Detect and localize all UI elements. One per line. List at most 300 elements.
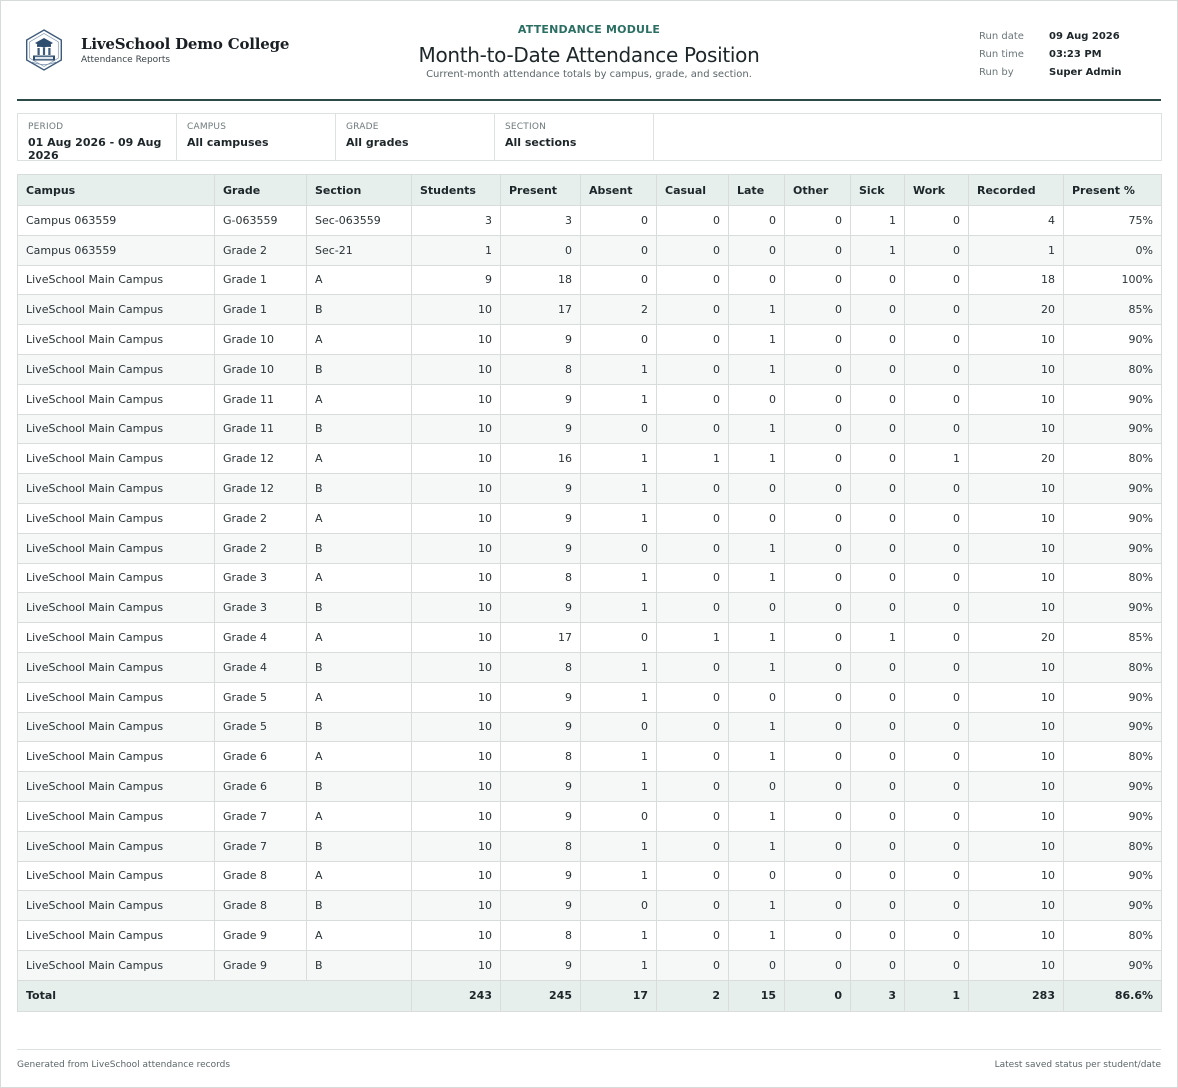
table-cell: 85%	[1064, 623, 1162, 653]
table-cell: 0	[785, 206, 851, 236]
table-cell: 10	[969, 921, 1064, 951]
table-cell: 10	[969, 354, 1064, 384]
table-cell: LiveSchool Main Campus	[18, 861, 215, 891]
total-cell: 86.6%	[1064, 980, 1162, 1011]
table-cell: LiveSchool Main Campus	[18, 384, 215, 414]
table-cell: 0	[729, 474, 785, 504]
filter-section	[495, 114, 654, 160]
column-header: Absent	[581, 175, 657, 206]
table-cell: 0	[785, 742, 851, 772]
table-cell: 0	[851, 503, 905, 533]
table-cell: LiveSchool Main Campus	[18, 593, 215, 623]
table-cell: 0	[851, 354, 905, 384]
table-cell: Grade 8	[215, 861, 307, 891]
table-cell: 1	[581, 682, 657, 712]
table-cell: 8	[501, 652, 581, 682]
table-cell: 0	[851, 414, 905, 444]
table-cell: Grade 2	[215, 235, 307, 265]
meta-label: Run date	[979, 30, 1024, 42]
table-cell: 1	[581, 742, 657, 772]
table-row	[18, 384, 1162, 414]
table-cell: 0	[905, 384, 969, 414]
table-row	[18, 325, 1162, 355]
table-cell: 1	[729, 414, 785, 444]
table-cell: 10	[969, 593, 1064, 623]
table-cell: 0	[785, 831, 851, 861]
table-cell: 0	[851, 325, 905, 355]
table-cell: 10	[969, 474, 1064, 504]
table-cell: 90%	[1064, 593, 1162, 623]
college-crest-icon	[23, 29, 65, 71]
table-cell: 0	[905, 652, 969, 682]
table-cell: 0	[581, 414, 657, 444]
table-cell: 10	[412, 384, 501, 414]
table-row	[18, 533, 1162, 563]
filter-label: GRADE	[346, 122, 379, 132]
table-cell: LiveSchool Main Campus	[18, 354, 215, 384]
total-cell: 283	[969, 980, 1064, 1011]
table-row	[18, 563, 1162, 593]
table-cell: Grade 10	[215, 325, 307, 355]
table-cell: 0	[657, 831, 729, 861]
table-cell: 10	[412, 474, 501, 504]
table-cell: 0	[851, 295, 905, 325]
table-cell: 0	[851, 563, 905, 593]
table-cell: 10	[969, 652, 1064, 682]
total-row	[18, 980, 1162, 1011]
table-cell: Grade 7	[215, 831, 307, 861]
table-cell: 0	[657, 235, 729, 265]
table-cell: 9	[501, 533, 581, 563]
table-cell: 90%	[1064, 325, 1162, 355]
table-cell: 0	[905, 354, 969, 384]
table-cell: 0	[581, 891, 657, 921]
table-cell: 10	[412, 623, 501, 653]
table-cell: 0	[729, 593, 785, 623]
table-cell: 0	[905, 206, 969, 236]
table-cell: 10	[969, 831, 1064, 861]
table-cell: Grade 4	[215, 623, 307, 653]
table-cell: 0	[581, 533, 657, 563]
table-cell: 10	[969, 384, 1064, 414]
table-cell: 10	[412, 831, 501, 861]
table-cell: 9	[501, 950, 581, 980]
table-cell: B	[307, 354, 412, 384]
table-cell: 1	[581, 950, 657, 980]
table-cell: 1	[729, 831, 785, 861]
table-cell: Grade 1	[215, 295, 307, 325]
table-cell: 10	[412, 503, 501, 533]
table-cell: Campus 063559	[18, 206, 215, 236]
table-cell: 10	[412, 295, 501, 325]
table-cell: Grade 12	[215, 444, 307, 474]
table-cell: Grade 11	[215, 414, 307, 444]
table-cell: A	[307, 801, 412, 831]
table-cell: 1	[657, 623, 729, 653]
table-cell: LiveSchool Main Campus	[18, 265, 215, 295]
filter-value: All campuses	[187, 136, 269, 149]
table-cell: 10	[412, 593, 501, 623]
table-cell: 0	[905, 742, 969, 772]
table-cell: LiveSchool Main Campus	[18, 891, 215, 921]
table-cell: 1	[729, 742, 785, 772]
table-cell: 80%	[1064, 444, 1162, 474]
table-cell: 0	[657, 295, 729, 325]
column-header: Students	[412, 175, 501, 206]
table-cell: 0	[657, 682, 729, 712]
table-cell: 0	[785, 295, 851, 325]
table-cell: 1	[905, 444, 969, 474]
table-cell: 18	[501, 265, 581, 295]
table-cell: 0	[657, 325, 729, 355]
table-cell: 0	[657, 503, 729, 533]
table-cell: 0	[729, 950, 785, 980]
total-label: Total	[18, 980, 412, 1011]
table-cell: 0	[581, 206, 657, 236]
college-name: LiveSchool Demo College	[81, 35, 290, 53]
brand-subtitle: Attendance Reports	[81, 55, 171, 65]
table-cell: B	[307, 474, 412, 504]
table-cell: 9	[501, 682, 581, 712]
table-cell: 0	[785, 384, 851, 414]
table-row	[18, 414, 1162, 444]
table-cell: 0	[851, 712, 905, 742]
table-cell: 0	[851, 474, 905, 504]
table-cell: 10	[969, 325, 1064, 355]
table-cell: 10	[969, 861, 1064, 891]
table-cell: 1	[729, 891, 785, 921]
table-cell: 0	[657, 593, 729, 623]
table-cell: 0	[785, 414, 851, 444]
total-cell: 17	[581, 980, 657, 1011]
table-row	[18, 474, 1162, 504]
table-cell: Grade 6	[215, 742, 307, 772]
table-cell: LiveSchool Main Campus	[18, 414, 215, 444]
table-cell: 1	[412, 235, 501, 265]
table-cell: 1	[729, 712, 785, 742]
table-cell: 1	[969, 235, 1064, 265]
table-body	[18, 206, 1162, 981]
table-cell: A	[307, 623, 412, 653]
table-cell: A	[307, 444, 412, 474]
table-cell: Grade 6	[215, 772, 307, 802]
table-cell: 0	[729, 384, 785, 414]
table-cell: 10	[412, 414, 501, 444]
table-cell: 9	[501, 325, 581, 355]
table-cell: 0	[657, 772, 729, 802]
table-cell: A	[307, 563, 412, 593]
table-cell: 0	[729, 235, 785, 265]
table-cell: 0	[785, 563, 851, 593]
report-footer	[17, 1049, 1161, 1070]
table-cell: Grade 12	[215, 474, 307, 504]
table-cell: A	[307, 682, 412, 712]
table-cell: 1	[581, 354, 657, 384]
table-cell: 8	[501, 921, 581, 951]
table-cell: 0	[905, 295, 969, 325]
table-cell: Grade 3	[215, 563, 307, 593]
table-cell: 90%	[1064, 414, 1162, 444]
meta-run-by	[979, 63, 1122, 81]
table-cell: 0	[851, 742, 905, 772]
table-cell: 0	[851, 533, 905, 563]
table-row	[18, 593, 1162, 623]
table-cell: 0	[905, 503, 969, 533]
table-row	[18, 623, 1162, 653]
table-cell: 0	[581, 265, 657, 295]
table-cell: 10	[412, 950, 501, 980]
table-cell: 0	[581, 801, 657, 831]
meta-label: Run time	[979, 48, 1024, 60]
table-cell: 0	[785, 474, 851, 504]
table-cell: 90%	[1064, 474, 1162, 504]
table-cell: B	[307, 712, 412, 742]
table-cell: 3	[501, 206, 581, 236]
footer-status-note: Latest saved status per student/date	[994, 1060, 1161, 1070]
table-cell: 0	[657, 265, 729, 295]
total-cell: 243	[412, 980, 501, 1011]
table-cell: LiveSchool Main Campus	[18, 503, 215, 533]
column-header: Present %	[1064, 175, 1162, 206]
table-cell: 0	[851, 652, 905, 682]
table-cell: Grade 9	[215, 921, 307, 951]
table-cell: 0	[905, 623, 969, 653]
table-cell: LiveSchool Main Campus	[18, 831, 215, 861]
table-cell: 2	[581, 295, 657, 325]
table-cell: 0	[851, 891, 905, 921]
table-cell: 10	[969, 503, 1064, 533]
table-cell: 0	[657, 861, 729, 891]
column-header: Work	[905, 175, 969, 206]
table-cell: B	[307, 414, 412, 444]
table-cell: LiveSchool Main Campus	[18, 474, 215, 504]
column-header: Recorded	[969, 175, 1064, 206]
table-cell: Grade 3	[215, 593, 307, 623]
table-row	[18, 742, 1162, 772]
table-cell: 10	[969, 712, 1064, 742]
table-row	[18, 772, 1162, 802]
table-cell: B	[307, 891, 412, 921]
table-cell: 90%	[1064, 712, 1162, 742]
table-cell: 90%	[1064, 384, 1162, 414]
table-cell: 0	[785, 533, 851, 563]
table-cell: 10	[969, 533, 1064, 563]
table-cell: 8	[501, 354, 581, 384]
total-cell: 2	[657, 980, 729, 1011]
table-cell: 0	[785, 712, 851, 742]
table-row	[18, 503, 1162, 533]
table-cell: 0	[905, 325, 969, 355]
table-cell: 20	[969, 295, 1064, 325]
table-cell: 0	[657, 354, 729, 384]
table-cell: 0	[851, 384, 905, 414]
table-row	[18, 206, 1162, 236]
table-cell: 10	[412, 444, 501, 474]
table-cell: 0	[581, 712, 657, 742]
meta-value: 03:23 PM	[1049, 48, 1102, 60]
report-heading	[357, 23, 821, 80]
table-cell: 0	[785, 503, 851, 533]
table-cell: 0	[729, 861, 785, 891]
table-cell: 0	[657, 563, 729, 593]
table-cell: 0%	[1064, 235, 1162, 265]
table-cell: 10	[412, 325, 501, 355]
table-cell: 20	[969, 444, 1064, 474]
table-cell: 0	[785, 265, 851, 295]
table-cell: 0	[905, 593, 969, 623]
table-cell: B	[307, 533, 412, 563]
table-cell: 9	[501, 384, 581, 414]
table-cell: B	[307, 593, 412, 623]
filter-label: SECTION	[505, 122, 547, 132]
table-cell: 0	[657, 801, 729, 831]
table-cell: 0	[905, 891, 969, 921]
table-cell: 0	[581, 235, 657, 265]
table-cell: 0	[785, 682, 851, 712]
filter-campus	[177, 114, 336, 160]
table-cell: 80%	[1064, 354, 1162, 384]
table-cell: 16	[501, 444, 581, 474]
table-cell: 0	[851, 682, 905, 712]
column-header: Other	[785, 175, 851, 206]
table-cell: Grade 2	[215, 533, 307, 563]
table-cell: LiveSchool Main Campus	[18, 444, 215, 474]
table-cell: 1	[581, 563, 657, 593]
table-cell: 0	[657, 474, 729, 504]
table-cell: 10	[412, 712, 501, 742]
table-cell: LiveSchool Main Campus	[18, 623, 215, 653]
filter-value: 01 Aug 2026 - 09 Aug 2026	[28, 136, 162, 162]
table-cell: 75%	[1064, 206, 1162, 236]
total-cell: 245	[501, 980, 581, 1011]
table-cell: B	[307, 831, 412, 861]
table-cell: Grade 10	[215, 354, 307, 384]
table-cell: 0	[657, 533, 729, 563]
table-cell: LiveSchool Main Campus	[18, 921, 215, 951]
table-cell: 0	[785, 623, 851, 653]
table-cell: 0	[581, 623, 657, 653]
table-cell: 1	[581, 474, 657, 504]
filter-label: CAMPUS	[187, 122, 227, 132]
table-cell: 1	[729, 563, 785, 593]
filter-label: PERIOD	[28, 122, 64, 132]
table-cell: 9	[501, 503, 581, 533]
table-cell: 0	[581, 325, 657, 355]
table-cell: 90%	[1064, 682, 1162, 712]
table-cell: 90%	[1064, 772, 1162, 802]
table-cell: 1	[581, 861, 657, 891]
table-cell: 9	[501, 474, 581, 504]
table-cell: 0	[785, 354, 851, 384]
column-header: Sick	[851, 175, 905, 206]
filter-value: All sections	[505, 136, 577, 149]
table-cell: 1	[851, 235, 905, 265]
total-cell: 0	[785, 980, 851, 1011]
table-cell: 1	[581, 921, 657, 951]
table-cell: 90%	[1064, 503, 1162, 533]
column-header: Present	[501, 175, 581, 206]
table-cell: 10	[969, 682, 1064, 712]
table-cell: 17	[501, 623, 581, 653]
table-cell: 10	[412, 772, 501, 802]
table-cell: 1	[729, 533, 785, 563]
table-cell: B	[307, 772, 412, 802]
table-cell: 10	[412, 354, 501, 384]
table-cell: 90%	[1064, 533, 1162, 563]
table-cell: 0	[785, 861, 851, 891]
table-cell: 20	[969, 623, 1064, 653]
table-cell: 0	[785, 593, 851, 623]
table-cell: 1	[729, 444, 785, 474]
table-cell: 10	[412, 801, 501, 831]
table-cell: 0	[785, 444, 851, 474]
table-cell: 9	[412, 265, 501, 295]
table-cell: A	[307, 384, 412, 414]
filter-grade	[336, 114, 495, 160]
table-cell: 1	[851, 623, 905, 653]
table-cell: 0	[905, 831, 969, 861]
table-cell: 0	[905, 414, 969, 444]
table-cell: 0	[851, 921, 905, 951]
table-cell: A	[307, 503, 412, 533]
table-cell: Grade 1	[215, 265, 307, 295]
column-header: Section	[307, 175, 412, 206]
column-header: Late	[729, 175, 785, 206]
table-cell: 8	[501, 831, 581, 861]
table-cell: 9	[501, 772, 581, 802]
table-row	[18, 295, 1162, 325]
table-cell: Grade 9	[215, 950, 307, 980]
filter-summary	[17, 113, 1162, 161]
table-row	[18, 891, 1162, 921]
filter-period	[18, 114, 177, 160]
table-cell: 90%	[1064, 891, 1162, 921]
table-cell: 9	[501, 712, 581, 742]
table-cell: LiveSchool Main Campus	[18, 652, 215, 682]
table-cell: 10	[412, 652, 501, 682]
table-cell: 0	[905, 801, 969, 831]
table-header-row	[18, 175, 1162, 206]
table-cell: 80%	[1064, 831, 1162, 861]
table-cell: 0	[729, 682, 785, 712]
table-cell: Campus 063559	[18, 235, 215, 265]
table-cell: 0	[905, 712, 969, 742]
table-cell: 0	[851, 593, 905, 623]
table-cell: 10	[412, 682, 501, 712]
table-cell: 0	[851, 772, 905, 802]
table-cell: 8	[501, 563, 581, 593]
table-cell: 1	[729, 623, 785, 653]
column-header: Grade	[215, 175, 307, 206]
table-cell: 1	[851, 206, 905, 236]
table-cell: 10	[412, 533, 501, 563]
table-cell: LiveSchool Main Campus	[18, 295, 215, 325]
table-cell: 80%	[1064, 921, 1162, 951]
table-cell: 90%	[1064, 861, 1162, 891]
table-row	[18, 682, 1162, 712]
table-cell: 1	[581, 831, 657, 861]
footer-source-note: Generated from LiveSchool attendance records	[17, 1060, 231, 1070]
table-row	[18, 861, 1162, 891]
table-cell: 1	[581, 772, 657, 802]
table-cell: 1	[729, 325, 785, 355]
table-cell: 100%	[1064, 265, 1162, 295]
table-cell: 90%	[1064, 950, 1162, 980]
table-cell: 0	[905, 950, 969, 980]
table-cell: 1	[729, 652, 785, 682]
table-cell: A	[307, 325, 412, 355]
meta-run-date	[979, 27, 1122, 45]
